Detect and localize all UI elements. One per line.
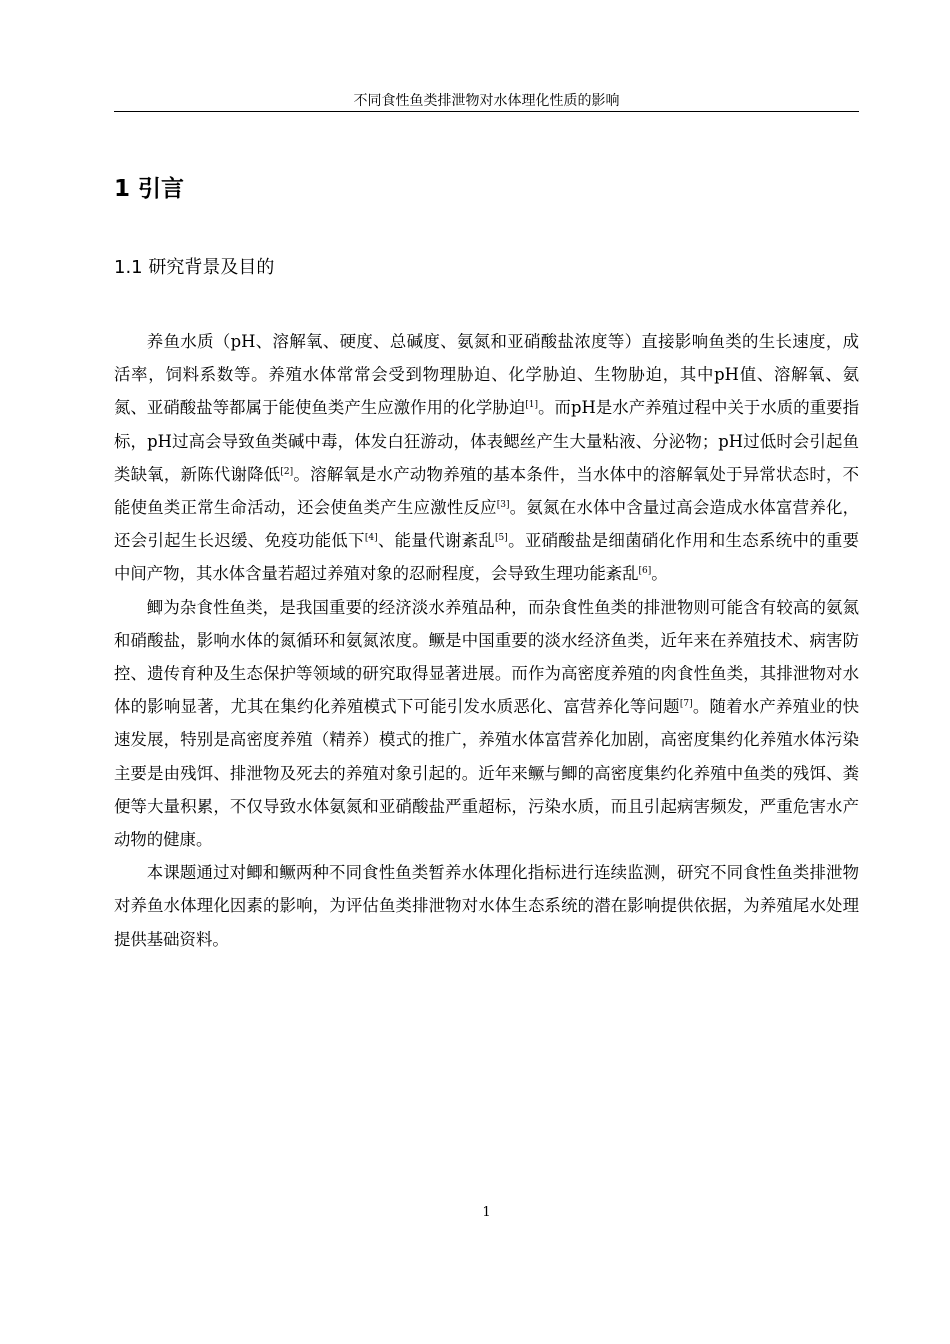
citation-5: [5]	[495, 533, 508, 544]
paragraph-text: 。而pH是水产养殖过程中关于水质的重要指标，pH过高会导致鱼类碱中毒，体发白狂游动，体表鳃丝产生大量粘液、分泌物；pH过低时会引起鱼类缺氧，新陈代谢降低	[114, 398, 859, 484]
paragraph-text: 。随着水产养殖业的快速发展，特别是高密度养殖（精养）模式的推广，养殖水体富营养化加剧，高密度集约化养殖水体污染主要是由残饵、排泄物及死去的养殖对象引起的。近年来鳜与鲫的高密度集约化养殖中鱼类的残饵、粪便等大量积累，不仅导致水体氨氮和亚硝酸盐严重超标，污染水质，而且引起病害频发，严重危害水产动物的健康。	[114, 697, 859, 850]
paragraph-text: 本课题通过对鲫和鳜两种不同食性鱼类暂养水体理化指标进行连续监测，研究不同食性鱼类排泄物对养鱼水体理化因素的影响，为评估鱼类排泄物对水体生态系统的潜在影响提供依据，为养殖尾水处理提供基础资料。	[114, 863, 859, 949]
section-title: 1.1 研究背景及目的	[114, 257, 275, 278]
paragraph-text: 。亚硝酸盐是细菌硝化作用和生态系统中的重要中间产物，其水体含量若超过养殖对象的忍耐程度，会导致生理功能紊乱	[114, 531, 860, 584]
citation-3: [3]	[496, 500, 510, 511]
paragraph-text: 养鱼水质（pH、溶解氧、硬度、总碱度、氨氮和亚硝酸盐浓度等）直接影响鱼类的生长速度，成活率，饲料系数等。养殖水体常常会受到物理胁迫、化学胁迫、生物胁迫，其中pH值、溶解氧、氨氮、亚硝酸盐等都属于能使鱼类产生应激作用的化学胁迫	[114, 332, 859, 418]
paragraph-1	[114, 325, 859, 591]
citation-4: [4]	[364, 533, 378, 544]
paragraph-text: 。溶解氧是水产动物养殖的基本条件，当水体中的溶解氧处于异常状态时，不能使鱼类正常生命活动，还会使鱼类产生应激性反应	[114, 464, 859, 518]
body-text	[114, 325, 859, 956]
paragraph-2	[114, 591, 859, 857]
paragraph-text: 。	[651, 564, 668, 584]
paragraph-text: 、能量代谢紊乱	[377, 531, 496, 551]
chapter-title: 1 引言	[114, 176, 185, 202]
header-rule	[114, 111, 859, 112]
citation-7: [7]	[679, 699, 693, 710]
page-number: 1	[482, 1205, 491, 1220]
citation-1: [1]	[525, 400, 539, 411]
citation-6: [6]	[638, 566, 652, 577]
paragraph-text: 鲫为杂食性鱼类，是我国重要的经济淡水养殖品种，而杂食性鱼类的排泄物则可能含有较高的氨氮和硝酸盐，影响水体的氮循环和氨氮浓度。鳜是中国重要的淡水经济鱼类，近年来在养殖技术、病害防控、遗传育种及生态保护等领域的研究取得显著进展。而作为高密度养殖的肉食性鱼类，其排泄物对水体的影响显著，尤其在集约化养殖模式下可能引发水质恶化、富营养化等问题	[114, 597, 859, 717]
paragraph-3	[114, 856, 859, 956]
citation-2: [2]	[280, 466, 294, 477]
running-header: 不同食性鱼类排泄物对水体理化性质的影响	[353, 93, 620, 109]
paragraph-text: 。氨氮在水体中含量过高会造成水体富营养化，还会引起生长迟缓、免疫功能低下	[114, 498, 859, 551]
